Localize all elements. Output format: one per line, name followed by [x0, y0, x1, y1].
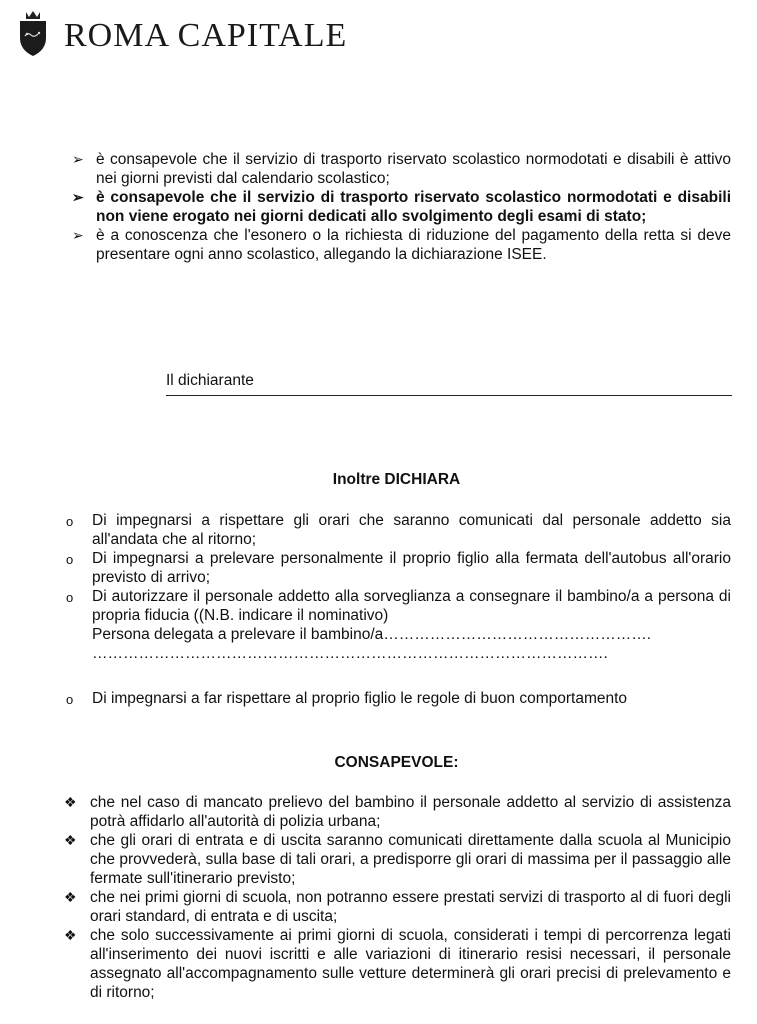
list-item-text: Di autorizzare il personale addetto alla sorveglianza a consegnare il bambino/a a persona di propria fiducia ((N.B. indicare il nominativo)	[92, 588, 731, 624]
section-heading-consapevole: CONSAPEVOLE:	[334, 754, 459, 771]
section-heading-dichiara: Inoltre DICHIARA	[332, 471, 461, 488]
list-item	[0, 150, 757, 188]
diamond-bullet-icon: ❖	[64, 832, 77, 848]
list-item-text: che nei primi giorni di scuola, non potranno essere prestati servizi di trasporto al di fuori degli orari standard, di entrata e di uscita;	[90, 889, 731, 925]
diamond-bullet-icon: ❖	[64, 889, 77, 905]
delegate-dots-line: ……………………………………………………………………………………….	[92, 645, 608, 662]
circle-bullet-icon: o	[66, 514, 74, 529]
arrow-bullet-icon: ➢	[72, 151, 84, 167]
page-title: ROMA CAPITALE	[64, 17, 348, 54]
list-item	[0, 511, 757, 549]
diamond-bullet-icon: ❖	[64, 927, 77, 943]
list-item	[0, 888, 757, 926]
consapevole-conditions-list	[0, 793, 757, 1002]
diamond-bullet-icon: ❖	[64, 794, 77, 810]
list-item	[0, 793, 757, 831]
circle-bullet-icon: o	[66, 552, 74, 567]
list-item	[0, 188, 757, 226]
list-item-text: Di impegnarsi a rispettare gli orari che saranno comunicati dal personale addetto sia all'andata che al ritorno;	[92, 512, 731, 548]
circle-bullet-icon: o	[66, 692, 74, 707]
list-item-text: è a conoscenza che l'esonero o la richiesta di riduzione del pagamento della retta si deve presentare ogni anno scolastico, allegando la dichiarazione ISEE.	[96, 227, 731, 263]
list-item	[0, 831, 757, 888]
list-item-text: Di impegnarsi a prelevare personalmente il proprio figlio alla fermata dell'autobus all'orario previsto di arrivo;	[92, 550, 731, 586]
list-item	[0, 689, 757, 708]
list-item	[0, 549, 757, 587]
list-item-text: che gli orari di entrata e di uscita saranno comunicati direttamente dalla scuola al Municipio che provvederà, sulla base di tali orari, a predisporre gli orari di massima per il passaggio alle fermate sull'itinerario previsto;	[90, 832, 731, 887]
list-item	[0, 226, 757, 264]
list-item-text: che nel caso di mancato prelievo del bambino il personale addetto al servizio di assistenza potrà affidarlo all'autorità di polizia urbana;	[90, 794, 731, 830]
signature-field	[166, 372, 732, 396]
signature-label: Il dichiarante	[166, 372, 254, 389]
list-item-text: è consapevole che il servizio di trasporto riservato scolastico normodotati e disabili è attivo nei giorni previsti dal calendario scolastico;	[96, 151, 731, 187]
roma-capitale-crest-icon	[16, 8, 50, 58]
dichiara-list	[0, 511, 757, 708]
arrow-bullet-icon: ➢	[72, 189, 84, 205]
list-item	[0, 926, 757, 1002]
consapevole-list	[0, 150, 757, 264]
list-item-text: Di impegnarsi a far rispettare al proprio figlio le regole di buon comportamento	[92, 690, 628, 707]
arrow-bullet-icon: ➢	[72, 227, 84, 243]
circle-bullet-icon: o	[66, 590, 74, 605]
list-item	[0, 587, 757, 663]
list-item-text: è consapevole che il servizio di trasporto riservato scolastico normodotati e disabili non viene erogato nei giorni dedicati allo svolgimento degli esami di stato;	[96, 189, 731, 225]
delegate-person-field: Persona delegata a prelevare il bambino/a…………………………………………….	[92, 626, 652, 643]
signature-line	[166, 395, 732, 396]
page-header	[16, 8, 347, 58]
list-item-text: che solo successivamente ai primi giorni di scuola, considerati i tempi di percorrenza legati all'inserimento dei nuovi iscritti e alle variazioni di itinerario resisi necessari, il personale assegnato all'accompagnamento sulle vetture determinerà gli orari precisi di prelevamento e di ritorno;	[90, 927, 731, 1001]
